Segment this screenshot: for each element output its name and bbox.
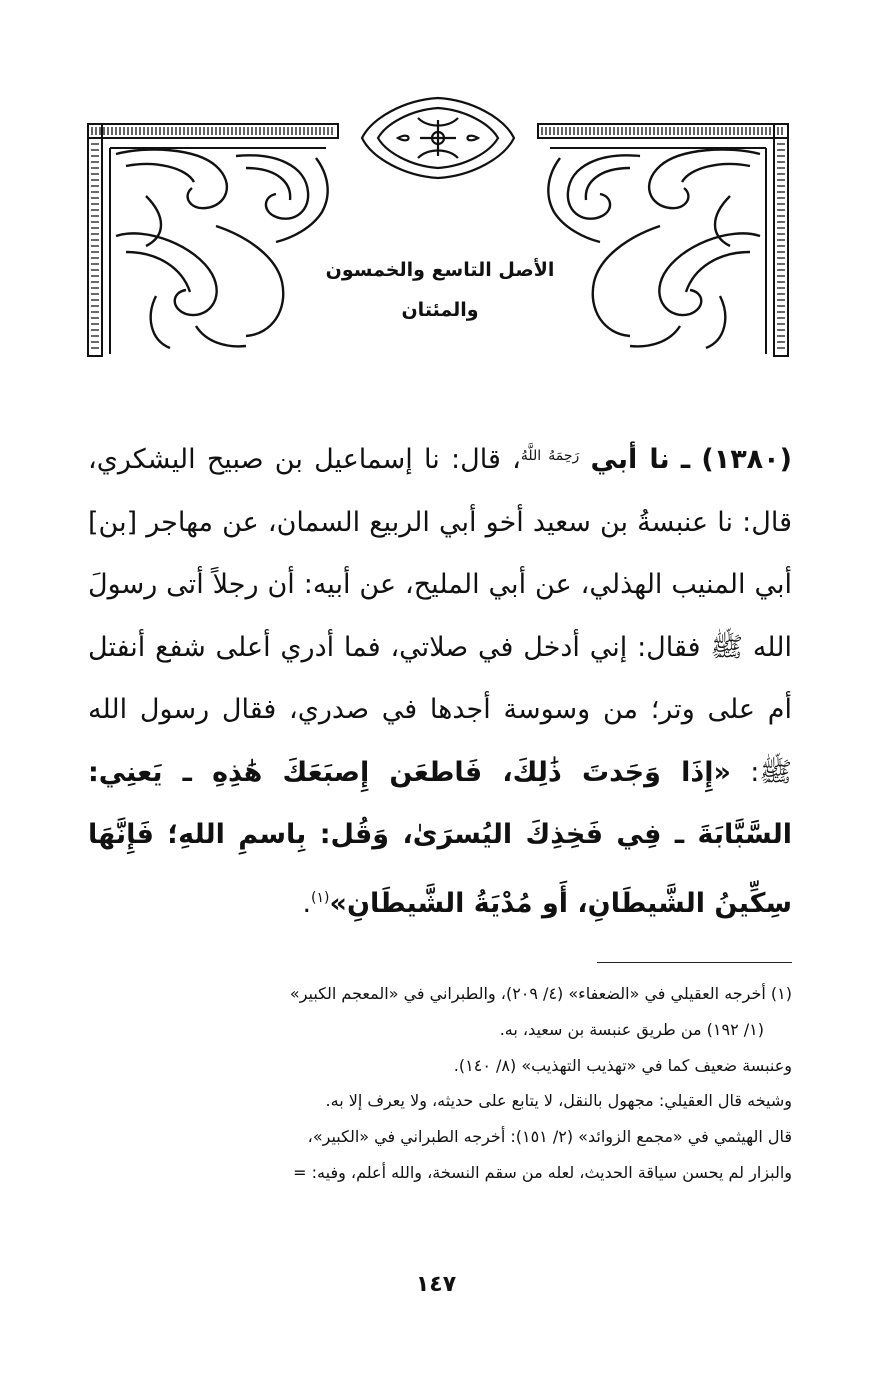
footnote-separator [597,962,792,963]
hadith-number: (١٣٨٠) [701,444,792,475]
hadith-end: . [302,887,312,919]
footnote-line: (١/ ١٩٢) من طريق عنبسة بن سعيد، به. [499,1019,764,1039]
footnote-line: وعنبسة ضعيف كما في «تهذيب التهذيب» (٨/ ١٤٠). [453,1055,792,1075]
chain-start: نا أبي [590,444,670,475]
prophetic-words: «إِذَا وَجَدتَ ذَٰلِكَ، فَاطعَن إِصبَعَكَ هَٰذِهِ ـ يَعنِي: السَّبَّابَةَ ـ فِي فَخِذِكَ اليُسرَىٰ، وَقُل: بِاسمِ اللهِ؛ فَإِنَّهَا سِكِّينُ الشَّيطَانِ، أَو مُدْيَةُ الشَّيطَانِ» [88,756,792,919]
footnote-line: قال الهيثمي في «مجمع الزوائد» (٢/ ١٥١): أخرجه الطبراني في «الكبير»، [307,1127,792,1147]
hadith-text-2: فقال: إني أدخل في صلاتي، فما أدري أعلى شفع أنفتل أم على وتر؛ من وسوسة أجدها في صدري، فقال رسول الله [88,631,792,725]
chapter-title: الأصل التاسع والخمسون والمئتان [290,250,590,290]
hadith-body [88,425,792,935]
hadith-colon: : [750,756,760,788]
footnotes [88,976,792,1191]
footnote-line: وشيخه قال العقيلي: مجهول بالنقل، لا يتابع على حديثه، ولا يعرف إلا به. [325,1091,792,1111]
dash: ـ [680,444,691,475]
salutation-1: ﷺ [710,631,744,663]
honorific-rahimahullah: رَحِمَهُ اللَّهُ [520,448,580,464]
salutation-2: ﷺ [759,756,792,788]
hadith-text-1: ، قال: نا إسماعيل بن صبيح اليشكري، قال: نا عنبسةُ بن سعيد أخو أبي الربيع السمان، عن مهاجر [بن] أبي المنيب الهذلي، عن أبي المليح، عن أبيه: أن رجلاً أتى رسولَ الله [88,444,792,663]
footnote-reference: (١) [311,889,330,906]
page-number: ١٤٧ [415,1272,457,1297]
footnote-line: والبزار لم يحسن سياقة الحديث، لعله من سقم النسخة، والله أعلم، وفيه: = [293,1162,792,1182]
footnote-line: (١) أخرجه العقيلي في «الضعفاء» (٤/ ٢٠٩)، والطبراني في «المعجم الكبير» [289,984,792,1003]
